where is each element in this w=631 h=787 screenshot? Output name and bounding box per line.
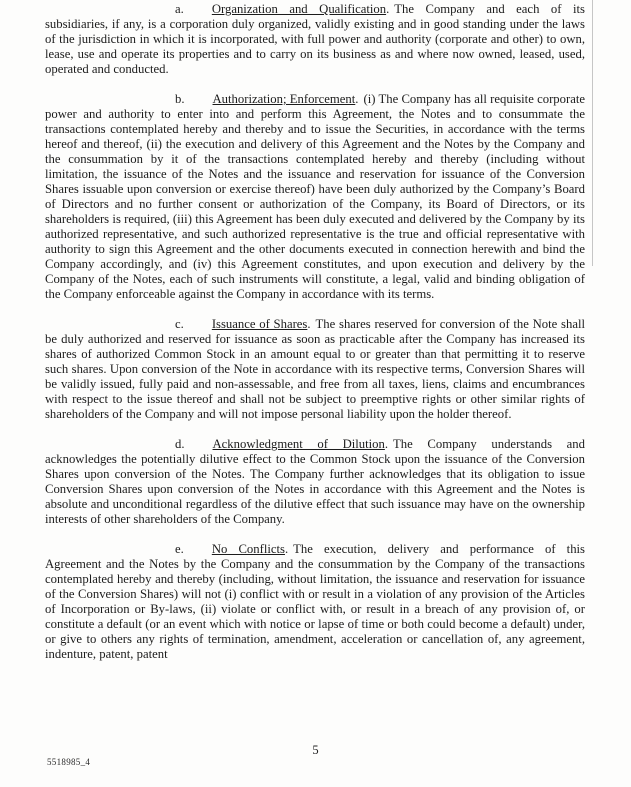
document-body [45, 2, 585, 677]
paragraph-no-conflicts [45, 542, 585, 662]
scan-artifact-line [592, 0, 593, 266]
paragraph-body: (i) The Company has all requisite corporate power and authority to enter into and perform this Agreement, the Notes and to consummate the transactions contemplated hereby and thereby and to issue the Securities, in accordance with the terms hereof and thereof, (ii) the execution and delivery of this Agreement and the Notes by the Company and the consummation by it of the transactions contemplated hereby and thereby (including without limitation, the issuance of the Notes and the issuance and reservation for issuance of the Conversion Shares issuable upon conversion or exercise thereof) have been duly authorized by the Company’s Board of Directors and no further consent or authorization of the Company, its Board of Directors, or its shareholders is required, (iii) this Agreement has been duly executed and delivered by the Company by its authorized representative, and such authorized representative is the true and official representative with authority to sign this Agreement and the other documents executed in connection herewith and bind the Company accordingly, and (iv) this Agreement constitutes, and upon execution and delivery by the Company of the Notes, each of such instruments will constitute, a legal, valid and binding obligation of the Company enforceable against the Company in accordance with its terms. [45, 92, 585, 301]
paragraph-organization-and-qualification [45, 2, 585, 77]
paragraph-acknowledgment-of-dilution [45, 437, 585, 527]
section-heading-period: . [386, 2, 390, 16]
section-heading: Authorization; Enforcement [212, 92, 356, 106]
section-heading: Acknowledgment of Dilution [212, 437, 385, 451]
paragraph-body: The execution, delivery and performance of this Agreement and the Notes by the Company and the consummation by the Company of the transactions contemplated hereby and thereby (including, without limitation, the issuance and reservation for issuance of the Conversion Shares) will not (i) conflict with or result in a violation of any provision of the Articles of Incorporation or By-laws, (ii) violate or conflict with, or result in a breach of any provision of, or constitute a default (or an event which with notice or lapse of time or both could become a default) under, or give to others any rights of termination, amendment, acceleration or cancellation of, any agreement, indenture, patent, patent [45, 542, 585, 661]
section-heading: Issuance of Shares [211, 317, 308, 331]
paragraph-issuance-of-shares [45, 317, 585, 422]
document-id: 5518985_4 [47, 757, 91, 767]
page-number: 5 [312, 743, 319, 757]
section-label: a. [175, 2, 184, 16]
section-label: b. [175, 92, 185, 106]
section-heading: No Conflicts [211, 542, 285, 556]
paragraph-authorization-enforcement [45, 92, 585, 302]
section-heading-period: . [307, 317, 311, 331]
section-heading: Organization and Qualification [211, 2, 387, 16]
section-label: d. [175, 437, 185, 451]
paragraph-body: The shares reserved for conversion of the Note shall be duly authorized and reserved for issuance as soon as practicable after the Company has increased its shares of authorized Common Stock in an amount equal to or greater than that permitting it to reserve such shares. Upon conversion of the Note in accordance with its respective terms, Conversion Shares will be validly issued, fully paid and non-assessable, and free from all taxes, liens, claims and encumbrances with respect to the issue thereof and shall not be subject to preemptive rights or other similar rights of shareholders of the Company and will not impose personal liability upon the holder thereof. [45, 317, 586, 421]
section-label: e. [175, 542, 184, 556]
section-heading-period: . [384, 437, 389, 451]
section-label: c. [175, 317, 184, 331]
paragraph-body: The Company understands and acknowledges the potentially dilutive effect to the Common Stock upon the issuance of the Conversion Shares upon conversion of the Notes. The Company further acknowledges that its obligation to issue Conversion Shares upon conversion of the Notes in accordance with this Agreement and the Notes is absolute and unconditional regardless of the dilutive effect that such issuance may have on the ownership interests of other shareholders of the Company. [45, 437, 585, 526]
paragraph-body: The Company and each of its subsidiaries, if any, is a corporation duly organized, validly existing and in good standing under the laws of the jurisdiction in which it is incorporated, with full power and authority (corporate and other) to own, lease, use and operate its properties and to carry on its business as and where now owned, leased, used, operated and conducted. [45, 2, 585, 76]
section-heading-period: . [284, 542, 289, 556]
section-heading-period: . [355, 92, 359, 106]
